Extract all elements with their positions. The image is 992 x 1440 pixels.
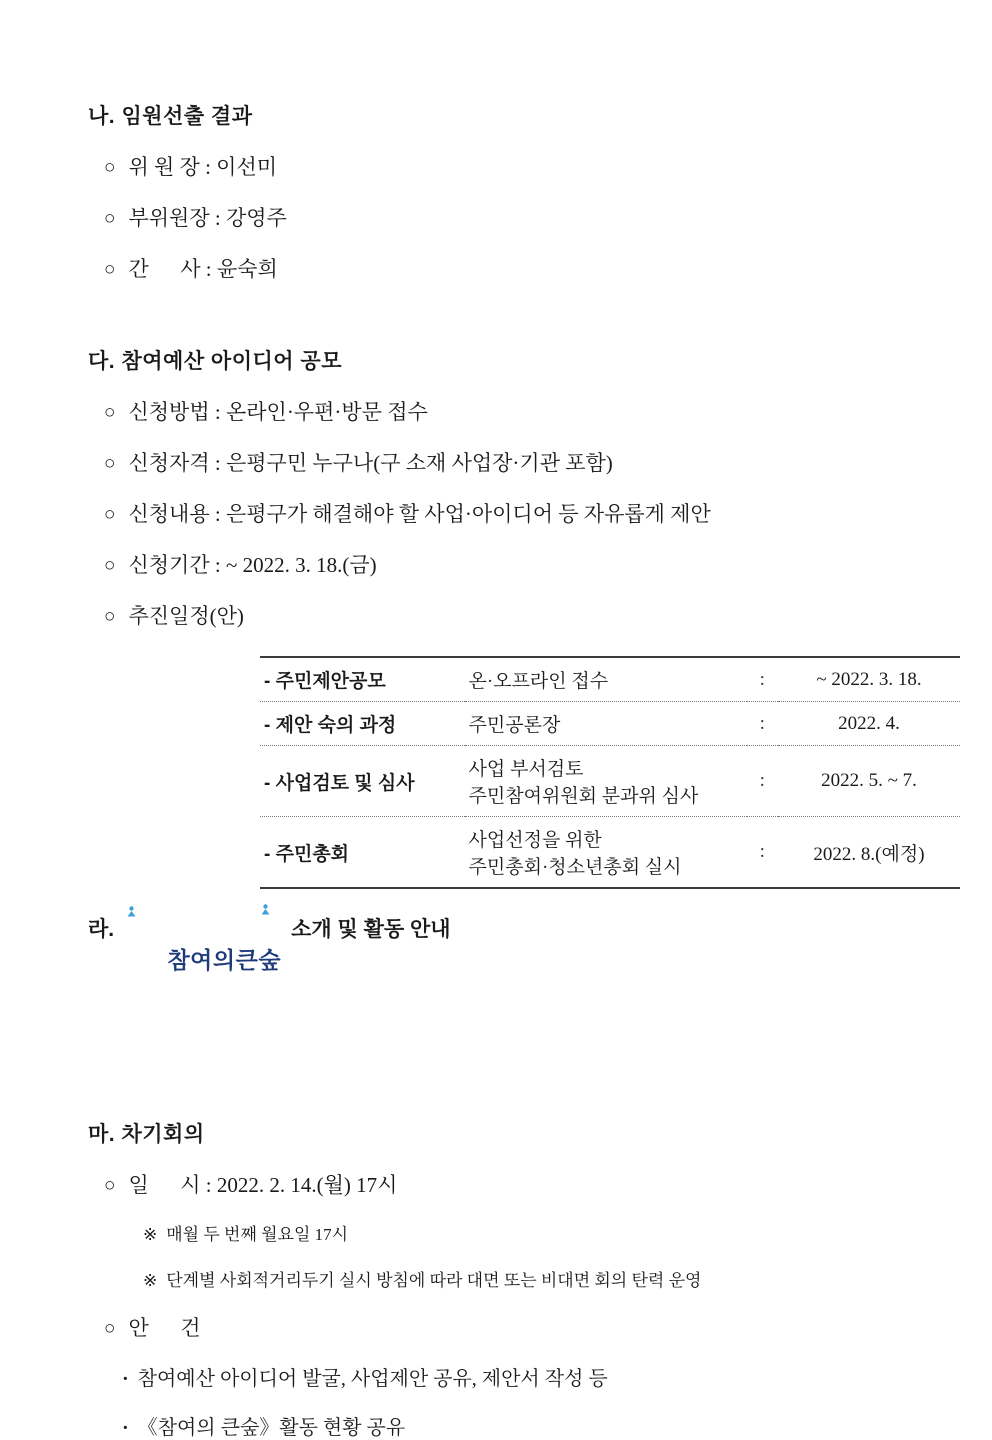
list-item [88,151,952,181]
dot-bullet-icon: · [122,1368,129,1390]
agenda-sub-item-text: 참여예산 아이디어 발굴, 사업제안 공유, 제안서 작성 등 [137,1368,608,1390]
colon-separator: : [747,746,778,817]
section-ra-heading [88,913,952,1056]
schedule-desc-line: 주민총회·청소년총회 실시 [468,857,682,878]
section-da-heading: 다. 참여예산 아이디어 공모 [88,350,342,373]
schedule-period: 2022. 8.(예정) [778,817,960,889]
list-item [88,1169,952,1199]
schedule-table [260,656,960,889]
logo-person-icon [126,906,137,917]
table-row [260,817,960,889]
schedule-desc [465,817,747,889]
reference-mark-icon: ※ [143,1225,158,1244]
note-text: 단계별 사회적거리두기 실시 방침에 따라 대면 또는 비대면 회의 탄력 운영 [166,1271,702,1290]
schedule-desc [465,657,747,702]
circle-bullet-icon: ○ [104,157,116,178]
meeting-datetime: 일 시 : 2022. 2. 14.(월) 17시 [128,1173,398,1197]
list-item-text: 신청방법 : 온라인·우편·방문 접수 [128,400,428,424]
note-line [88,1220,952,1245]
table-row [260,746,960,817]
reference-mark-icon: ※ [143,1271,158,1290]
table-row [260,702,960,746]
circle-bullet-icon: ○ [104,453,116,474]
schedule-step: - 주민제안공모 [264,671,386,692]
schedule-desc-line: 주민공론장 [468,715,561,736]
schedule-period: 2022. 4. [778,702,960,746]
schedule-table-wrap [260,656,952,889]
colon-separator: : [747,817,778,889]
list-item [88,600,952,630]
circle-bullet-icon: ○ [104,208,116,229]
circle-bullet-icon: ○ [104,259,116,280]
list-item-text: 신청기간 : ~ 2022. 3. 18.(금) [128,553,377,577]
schedule-period: 2022. 5. ~ 7. [778,746,960,817]
dot-bullet-icon: · [122,1417,129,1439]
list-item-text: 위 원 장 : 이선미 [128,155,278,179]
list-item [88,253,952,283]
circle-bullet-icon: ○ [104,402,116,423]
schedule-desc [465,702,747,746]
list-item [88,396,952,426]
section-ma-heading: 마. 차기회의 [88,1123,205,1146]
agenda-sub-item-text: 《참여의 큰숲》활동 현황 공유 [137,1417,406,1439]
schedule-step: - 사업검토 및 심사 [260,746,465,817]
list-item-text: 간 사 : 윤숙희 [128,257,278,281]
colon-separator: : [759,668,765,690]
list-item-text: 추진일정(안) [128,604,244,628]
list-item [88,549,952,579]
schedule-period: ~ 2022. 3. 18. [816,668,922,690]
logo-person-icon [260,904,271,915]
list-item-text: 신청자격 : 은평구민 누구나(구 소재 사업장·기관 포함) [128,451,613,475]
note-line [88,1266,952,1291]
circle-bullet-icon: ○ [104,1318,116,1339]
section-na-heading: 나. 임원선출 결과 [88,105,253,128]
logo-text: 참여의큰숲 [167,947,282,973]
circle-bullet-icon: ○ [104,606,116,627]
list-item-text: 신청내용 : 은평구가 해결해야 할 사업·아이디어 등 자유롭게 제안 [128,502,711,526]
section-ra-suffix: 소개 및 활동 안내 [291,918,451,941]
agenda-sub-item [88,1411,952,1440]
circle-bullet-icon: ○ [104,555,116,576]
section-ra-prefix: 라. [88,918,115,941]
list-item [88,202,952,232]
agenda-label: 안 건 [128,1316,201,1340]
list-item-text: 부위원장 : 강영주 [128,206,287,230]
chamyeoui-keunsup-logo [126,915,281,1056]
note-text: 매월 두 번째 월요일 17시 [166,1225,349,1244]
list-item [88,1312,952,1342]
circle-bullet-icon: ○ [104,1175,116,1196]
schedule-desc-line: 사업선정을 위한 [468,830,602,851]
colon-separator: : [747,702,778,746]
schedule-desc-line: 온·오프라인 접수 [468,671,609,692]
schedule-step: - 주민총회 [260,817,465,889]
schedule-desc-line: 주민참여위원회 분과위 심사 [468,786,699,807]
schedule-desc-line: 사업 부서검토 [468,759,584,780]
table-row [260,657,960,702]
list-item [88,498,952,528]
schedule-step: - 제안 숙의 과정 [260,702,465,746]
circle-bullet-icon: ○ [104,504,116,525]
schedule-desc [465,746,747,817]
list-item [88,447,952,477]
agenda-sub-item [88,1362,952,1391]
